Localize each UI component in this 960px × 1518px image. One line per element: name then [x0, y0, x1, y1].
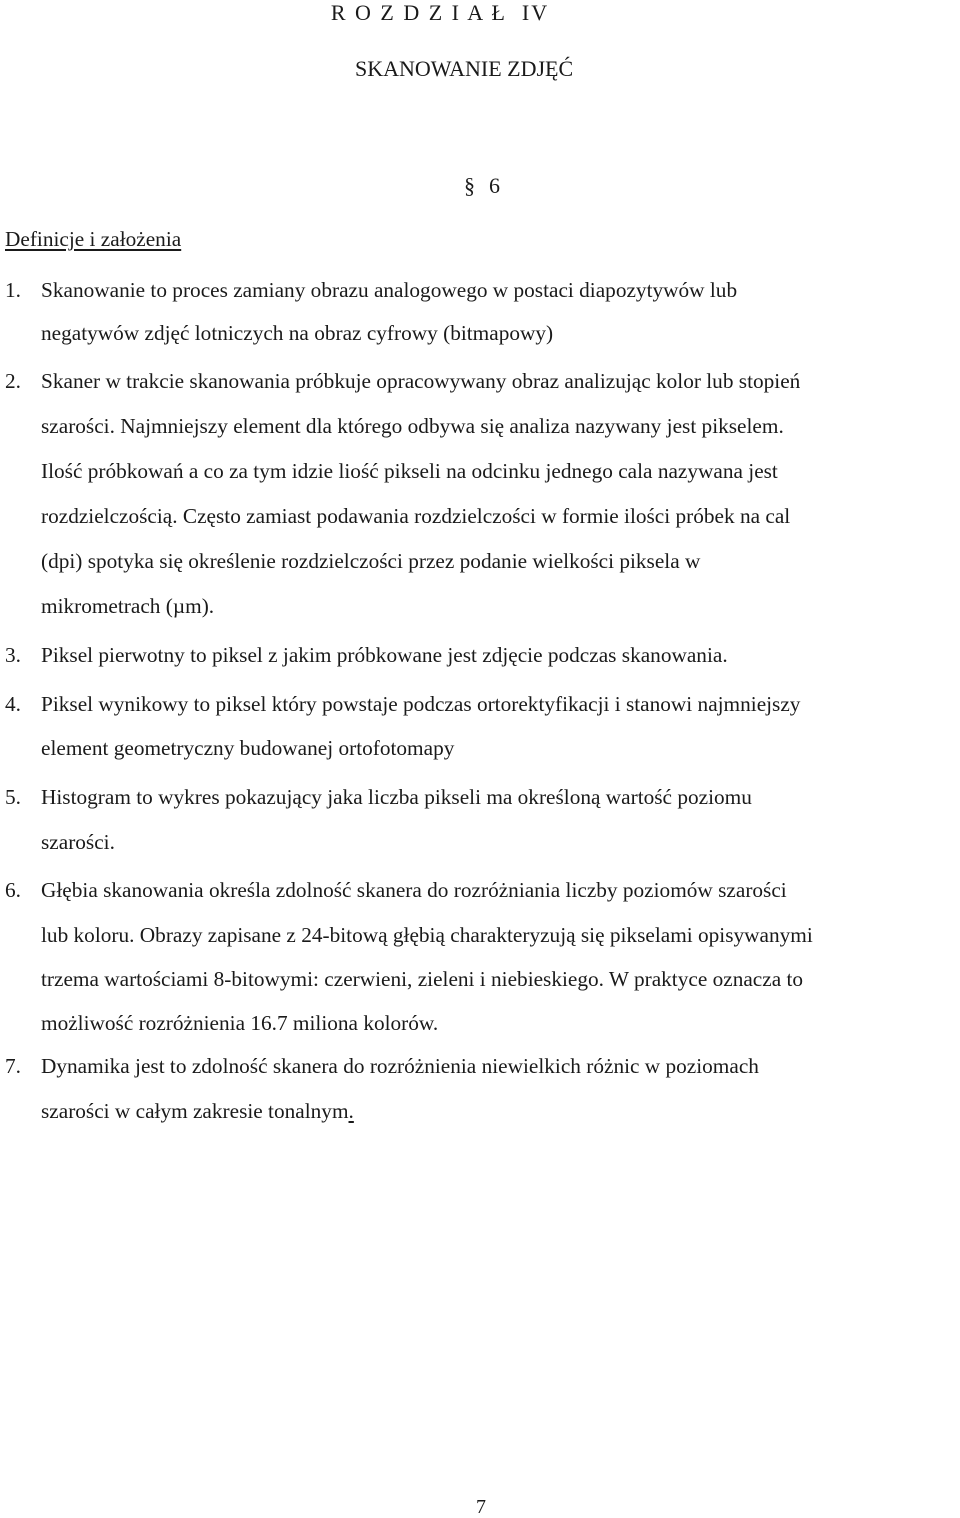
list-item-number: 5.	[5, 785, 21, 809]
page-number: 7	[476, 1496, 486, 1518]
list-item-number: 2.	[5, 369, 21, 393]
list-item-number: 3.	[5, 643, 21, 667]
list-item-line: (dpi) spotyka się określenie rozdzielczości przez podanie wielkości piksela w	[41, 549, 701, 573]
section-marker	[464, 172, 500, 200]
list-item-line: element geometryczny budowanej ortofotomapy	[41, 736, 455, 760]
list-item-number: 1.	[5, 278, 21, 302]
list-item-trailing-period: .	[348, 1099, 354, 1123]
section-heading: Definicje i założenia	[5, 227, 182, 251]
list-item-line: trzema wartościami 8-bitowymi: czerwieni, zieleni i niebieskiego. W praktyce oznacza to	[41, 967, 804, 991]
list-item-line: możliwość rozróżnienia 16.7 miliona kolorów.	[41, 1011, 439, 1035]
list-item-line: lub koloru. Obrazy zapisane z 24-bitową głębią charakteryzują się pikselami opisywanymi	[41, 923, 813, 947]
chapter-heading: R O Z D Z I A Ł IV	[330, 0, 550, 25]
list-item-line: Skaner w trakcie skanowania próbkuje opracowywany obraz analizując kolor lub stopień	[41, 369, 801, 393]
list-item-line: Skanowanie to proces zamiany obrazu analogowego w postaci diapozytywów lub	[41, 278, 738, 302]
list-item-number: 7.	[5, 1054, 21, 1078]
list-item-line: mikrometrach (µm).	[41, 594, 215, 618]
list-item-line: Histogram to wykres pokazujący jaka liczba pikseli ma określoną wartość poziomu	[41, 785, 752, 809]
list-item-line: negatywów zdjęć lotniczych na obraz cyfrowy (bitmapowy)	[41, 321, 554, 345]
section-sign: §	[464, 173, 475, 198]
list-item-line: Ilość próbkowań a co za tym idzie liość pikseli na odcinku jednego cala nazywana jest	[41, 459, 778, 483]
list-item-line: Piksel wynikowy to piksel który powstaje podczas ortorektyfikacji i stanowi najmniejszy	[41, 692, 801, 716]
page-title: SKANOWANIE ZDJĘĆ	[355, 56, 574, 81]
list-item-number: 4.	[5, 692, 21, 716]
list-item-line: szarości.	[41, 830, 115, 854]
list-item-number: 6.	[5, 878, 21, 902]
list-item-line	[41, 1098, 354, 1124]
list-item-line: Piksel pierwotny to piksel z jakim próbkowane jest zdjęcie podczas skanowania.	[41, 643, 728, 667]
section-number: 6	[489, 173, 500, 198]
list-item-line: szarości. Najmniejszy element dla którego odbywa się analiza nazywany jest pikselem.	[41, 414, 784, 438]
list-item-line: Dynamika jest to zdolność skanera do rozróżnienia niewielkich różnic w poziomach	[41, 1054, 759, 1078]
list-item-line: Głębia skanowania określa zdolność skanera do rozróżniania liczby poziomów szarości	[41, 878, 787, 902]
list-item-line: rozdzielczością. Często zamiast podawania rozdzielczości w formie ilości próbek na cal	[41, 504, 791, 528]
list-item-line-text: szarości w całym zakresie tonalnym	[41, 1099, 349, 1123]
